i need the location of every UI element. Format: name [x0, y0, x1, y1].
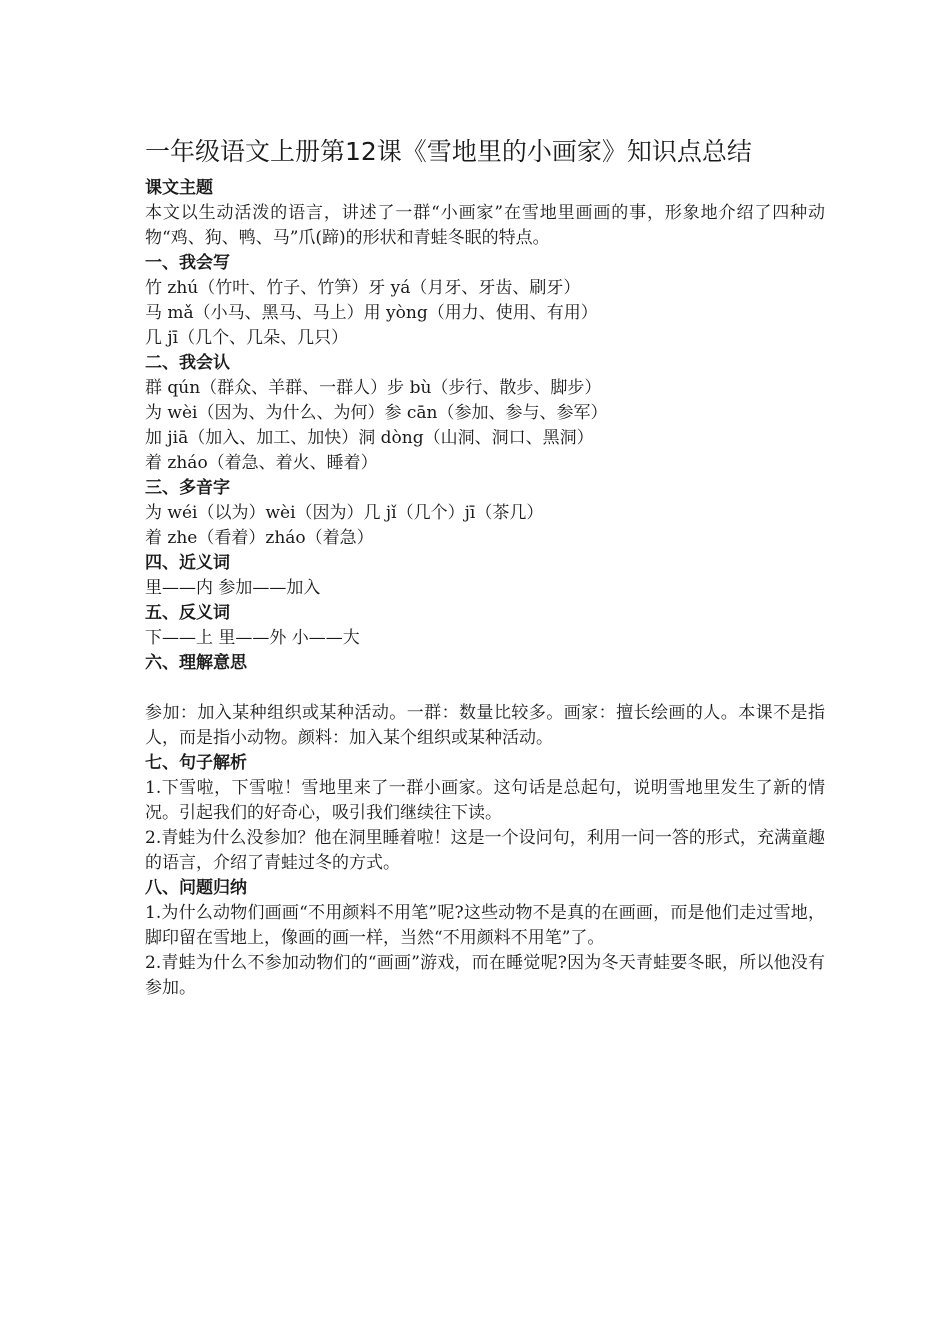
blank-line [145, 676, 825, 701]
polyphone-line: 着 zhe（看着）zháo（着急） [145, 528, 374, 548]
section-heading-synonyms: 四、近义词 [145, 553, 230, 573]
recognize-line: 为 wèi（因为、为什么、为何）参 cān（参加、参与、参军） [145, 403, 608, 423]
sentence-analysis-item: 1.下雪啦，下雪啦！雪地里来了一群小画家。这句话是总起句，说明雪地里发生了新的情况。引起我们的好奇心，吸引我们继续往下读。 [145, 778, 825, 823]
recognize-line: 着 zháo（着急、着火、睡着） [145, 453, 378, 473]
document-page [145, 134, 825, 1001]
section-heading-antonyms: 五、反义词 [145, 603, 230, 623]
sentence-analysis-item: 2.青蛙为什么没参加？他在洞里睡着啦！这是一个设问句，利用一问一答的形式，充满童趣的语言，介绍了青蛙过冬的方式。 [145, 828, 825, 873]
write-line: 马 mǎ（小马、黑马、马上）用 yòng（用力、使用、有用） [145, 303, 598, 323]
question-item: 1.为什么动物们画画“不用颜料不用笔”呢?这些动物不是真的在画画，而是他们走过雪地，脚印留在雪地上，像画的画一样，当然“不用颜料不用笔”了。 [145, 903, 825, 948]
theme-paragraph: 本文以生动活泼的语言，讲述了一群“小画家”在雪地里画画的事，形象地介绍了四种动物“鸡、狗、鸭、马”爪(蹄)的形状和青蛙冬眠的特点。 [145, 203, 825, 248]
section-heading-meaning: 六、理解意思 [145, 653, 247, 673]
synonyms-line: 里——内 参加——加入 [145, 578, 321, 598]
section-heading-theme: 课文主题 [145, 178, 213, 198]
polyphone-line: 为 wéi（以为）wèi（因为）几 jǐ（几个）jī（茶几） [145, 503, 544, 523]
write-line: 竹 zhú（竹叶、竹子、竹笋）牙 yá（月牙、牙齿、刷牙） [145, 278, 581, 298]
section-heading-questions: 八、问题归纳 [145, 878, 247, 898]
section-heading-sentences: 七、句子解析 [145, 753, 247, 773]
question-item: 2.青蛙为什么不参加动物们的“画画”游戏，而在睡觉呢?因为冬天青蛙要冬眠，所以他没有参加。 [145, 953, 825, 998]
meaning-paragraph: 参加：加入某种组织或某种活动。一群：数量比较多。画家：擅长绘画的人。本课不是指人，而是指小动物。颜料：加入某个组织或某种活动。 [145, 703, 825, 748]
write-line: 几 jī（几个、几朵、几只） [145, 328, 349, 348]
section-heading-polyphone: 三、多音字 [145, 478, 230, 498]
recognize-line: 群 qún（群众、羊群、一群人）步 bù（步行、散步、脚步） [145, 378, 602, 398]
document-title: 一年级语文上册第12课《雪地里的小画家》知识点总结 [145, 137, 752, 166]
section-heading-recognize: 二、我会认 [145, 353, 230, 373]
section-heading-write: 一、我会写 [145, 253, 230, 273]
antonyms-line: 下——上 里——外 小——大 [145, 628, 360, 648]
recognize-line: 加 jiā（加入、加工、加快）洞 dòng（山洞、洞口、黑洞） [145, 428, 594, 448]
